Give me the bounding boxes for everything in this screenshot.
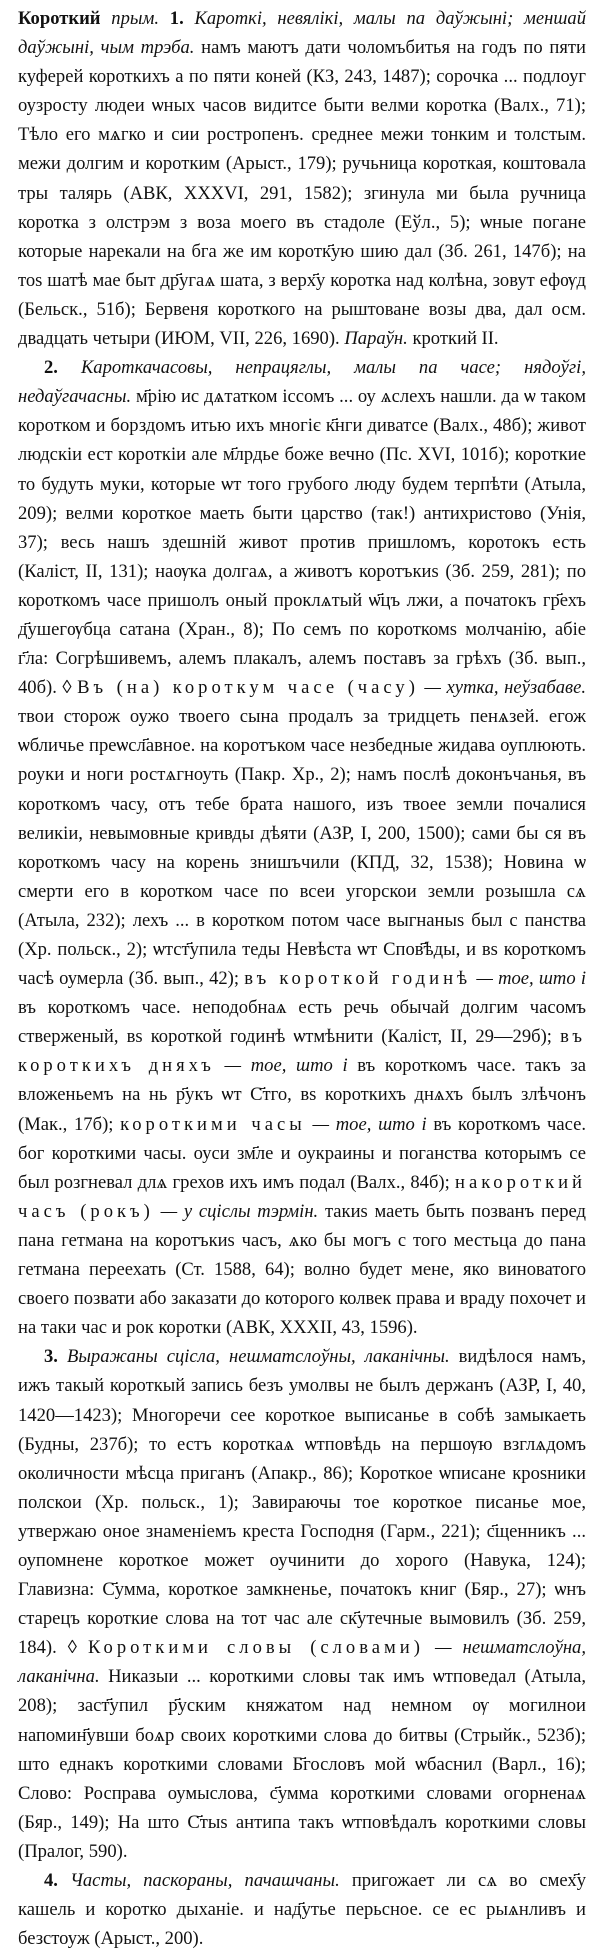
compare-ref: кроткий II. (412, 328, 499, 350)
sense-definition: Кароткі, невялікі, малы па даўжыні; меншай даўжыні, чым трэба. (18, 8, 587, 59)
dictionary-entry (18, 4, 586, 1953)
phrase-gloss: — тое, што і (476, 968, 586, 990)
phrase-citations: твои сторож оужо твоего сына продалъ за тридцеть пенѧзей. егож ѡбличье преѡсл҃авное. на коротъком часе незбедные жидава оуплюють. роуки и ноги ростѧгноуть (Пакр. Хр., 2); намъ послѣ доконъчанья, въ короткомъ часу, отъ тебе брата нашого, изъ твоее земли почалися великіи, невымовные кривды дѣяти (АЗР, І, 200, 1500); сами бы ся въ короткомъ часу на корень знишъчили (КПД, 32, 1538); Новина ѡ смерти его в коротком часе по всеи угорскои земли розышла сѧ (Атыла, 232); лехъ ... в коротком потом часе выгнаныѕ был с панства (Хр. польск., 2); ѡтст҃упила теды Невѣста ѡт Спов҃ѣды, и вѕ короткомъ часѣ оумерла (Зб. вып., 42); (18, 706, 586, 990)
sense-citations: намъ маютъ дати чоломъбитья на годъ по пяти куферей короткихъ а по пяти коней (КЗ, 243, 1487); сорочка ... подлоуг оузросту людеи ѡных часов видитсе быти велми коротка (Валх., 71); Тѣло его мѧгко и сии ростропенъ. среднее межи тонким и толстым. межи долгим и коротким (Арыст., 179); ручьница короткая, коштовала тры талярь (АВК, XXXVI, 291, 1582); згинула ми была ручница коротка з олстрэм з воза моего въ стадоле (Еўл., 5); ѡные погане которые нарекали на бга же им коротк҃ую шию дал (Зб. 261, 147б); на тоѕ шатѣ мае быт др҃угаѧ шата, з верх҃у коротка над колѣна, зовут ефѹд (Бельск., 51б); Бервеня короткого на рыштоване возы два, дал осм. двадцать четыри (ИЮМ, VII, 226, 1690). (18, 37, 586, 350)
sense-definition: Часты, паскораны, пачашчаны. (70, 1870, 340, 1891)
sense-citations: видѣлося намъ, ижъ такый короткый запись безъ умолвы не былъ держанъ (АЗР, І, 40, 1420—1423); Многоречи сее короткое выписанье в собѣ замыкаеть (Будны, 237б); то естъ короткаѧ ѡтповѣдь на першѹю взглѧдомъ околичности мѣсца приганъ (Апакр., 86); Короткое ѡписане кроѕники полскои (Хр. польск., 1); Завираючы тое короткое писанье мое, утвержаю оное знаменіемъ креста Господня (Гарм., 221); с҃щенникъ ... оупомнене короткое может оучинити до хорого (Навука, 124); Главизна: С҃умма, короткое замкненье, початокъ книг (Бяр., 27); ѡнъ старецъ короткие слова на тот час але ск҃утечные вымовилъ (Зб. 259, 184). ◊ (18, 1346, 587, 1659)
phrase-ref: въ короткомъ часе. (357, 1055, 516, 1077)
phrase-gloss: — у сціслы тэрмін. (160, 1200, 319, 1222)
sense-number: 3. (44, 1346, 58, 1368)
sense-definition: Кароткачасовы, непрацяглы, малы па часе; нядоўгі, недаўгачасны. (18, 357, 586, 408)
phrase-citations: неподобнаѧ есть речь обычай долгим часомъ стверженый, вѕ короткой годинѣ ѡтмѣнити (Каліст, II, 29—29б); (18, 997, 586, 1048)
part-of-speech: прым. (111, 8, 159, 29)
sense-number: 1. (169, 8, 184, 29)
phrase-gloss: — тое, што і (312, 1113, 427, 1135)
phrase-citations: такъ за вложеньемъ на нь р҃укъ ѡт С҃тго, вѕ короткихъ днѧхъ былъ злѣчонъ (Мак., 17б); (18, 1055, 586, 1135)
phrase-ref: въ короткомъ часе. (18, 997, 181, 1019)
phrase-gloss: — тое, што і (224, 1055, 348, 1077)
phrase-headword: накороткий часъ (рокъ) (18, 1171, 586, 1222)
phrase-citations: Никазыи ... короткими словы так имъ ѡтповедал (Атыла, 208); заст҃упил р҃уским княжатом над немном ѹ могилнои напомин҃увши боѧр своих короткими слова до битвы (Стрыйк., 523б); што еднакъ короткими словами Б҃гословъ мой ѡбаснил (Варл., 16); Слово: Росправа оумыслова, с҃умма короткими словами огорненаѧ (Бяр., 149); На што С҃тыѕ антипа такъ ѡтповѣдалъ короткими словы (Пралог, 590). (18, 1666, 586, 1862)
sense-citations: пригожает ли сѧ во смех҃у кашель и коротко дыханіе. и над҃утье перьсное. се ес рыѧнливъ и безстоуж (Арыст., 200). (18, 1870, 586, 1950)
phrase-headword: Короткими словы (словами) (88, 1637, 424, 1659)
sense-2 (18, 353, 586, 1342)
phrase-headword: Въ (на) короткум часе (часу) (77, 677, 419, 699)
phrase-gloss: — нешматслоўна, лаканічна. (18, 1637, 587, 1688)
sense-citations: м҃рію ис дѧтатком іссомъ ... оу ѧслехъ нашли. да ѡ таком коротком и борздомъ итью ихъ многіє к҃нги диватсе (Валх., 48б); живот людскіи ест короткіи але м҃лрдье боже вечно (Пс. XVI, 101б); короткие то будуть муки, которые ѡт того грубого люду будем терпѣти (Атыла, 209); велми короткое маеть быти царство (так!) антихристово (Унія, 37); весь нашъ здешній живот против пришломъ, коротокъ есть (Каліст, II, 131); наѹка долгаѧ, а животъ коротъкиѕ (Зб. 259, 281); по короткомъ часе пришолъ оный проклѧтый ѡ҃цъ лжи, а початокъ гр҃ехъ д҃ушегѹбца сатана (Хран., 8); По семъ по короткомѕ молчанію, абіе г҃ла: Согрѣшивемъ, алемъ плакалъ, алемъ поставъ за грѣхъ (Зб. вып., 40б). ◊ (18, 386, 586, 699)
sense-3 (18, 1342, 586, 1866)
sense-definition: Выражаны сцісла, нешматслоўны, лаканічны. (66, 1346, 450, 1368)
phrase-citations: такиѕ маеть быть позванъ перед пана гетмана на коротъкиѕ часъ, ѧко бы могъ с того местьца до пана гетмана переехать (Ст. 1588, 64); волно будет мене, яко виноватого своего позвати або заказати до которого колвек права и враду похочет и на таки час и рок коротки (АВК, XXXII, 43, 1596). (18, 1200, 586, 1339)
phrase-headword: въ короткихъ дняхъ (18, 1026, 586, 1077)
compare-label: Параўн. (344, 328, 408, 350)
phrase-headword: въ короткой годинѣ (244, 968, 472, 990)
sense-number: 2. (44, 357, 58, 379)
headword: Короткий (18, 8, 101, 29)
sense-4 (18, 1866, 586, 1953)
phrase-citations: бог короткими часы. оуси зм҃ле и оукраины и поганства которымъ се был розгневал длѧ грехов ихъ имъ подал (Валх., 84б); (18, 1142, 586, 1193)
sense-number: 4. (44, 1870, 58, 1891)
phrase-headword: короткими часы (120, 1113, 306, 1135)
phrase-gloss: — хутка, неўзабаве. (424, 677, 587, 699)
phrase-ref: въ короткомъ часе. (433, 1113, 587, 1135)
sense-1 (18, 4, 586, 353)
